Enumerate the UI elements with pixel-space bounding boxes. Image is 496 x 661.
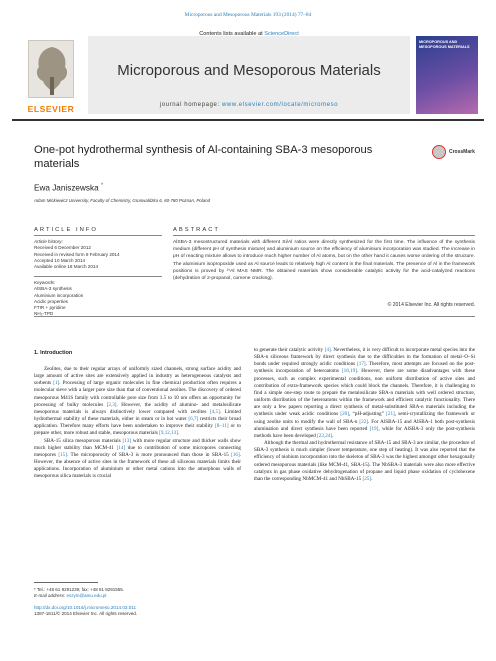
sciencedirect-link[interactable]: ScienceDirect xyxy=(264,31,299,37)
doi-link[interactable]: http://dx.doi.org/10.1016/j.micromeso.2014.03.011 xyxy=(34,605,137,610)
intro-text: , while for AlSBA-3 only the post-synthesis methods have been developed xyxy=(254,425,475,439)
elsevier-tree-logo-icon xyxy=(28,40,74,98)
header-rule xyxy=(12,119,484,121)
intro-text: . Limited hydrothermal stability of these materials, either in steam or in hot water xyxy=(34,408,241,423)
issn-line: 1387-1811/© 2014 Elsevier Inc. All rights reserved. xyxy=(34,611,138,617)
intro-text: Although the thermal and hydrothermal resistance of SBA-15 and SBA-3 are similar, the procedure of SBA-3 synthesis is much simpler (lower temperature, one step of heating). It was also reported that the efficiency of niobium incorporation into the skeleton of SBA-3 was the highest amongst other hexagonally ordered mesoporous materials (like MCM-41, SBA-15). The NbSBA-3 materials were also more effective catalysts in gas phase oxidative dehydrogenation of propane and liquid phase oxidation of cyclohexene than the corresponding NbMCM-41 and NbSBA-15 xyxy=(254,440,475,482)
author-footnote xyxy=(34,587,124,599)
article-info-rule xyxy=(34,235,162,236)
article-title: One-pot hydrothermal synthesis of Al-containing SBA-3 mesoporous materials xyxy=(34,144,373,170)
reference-link[interactable]: [2,3] xyxy=(106,401,117,408)
abstract-text: AlSBA-3 mesostructured materials with different Si/Al ratios were directly synthesized for the first time. The influence of the synthesis medium (different pH of synthesis mixture) and aluminium source on the efficiency of aluminium incorporation was studied. The increase in pH of reacting mixture allows to introduce much higher number of Al atoms, but on the other hand it causes worse ordering of the structure. The aluminium isopropoxide used as Al source leads to relatively high Al content in the final materials. The presence of Al in the framework positions is proved by ²⁷Al MAS NMR. The obtained materials show considerable catalytic activity for the acid-catalyzed reactions (dehydration of 2-propanol, cumene cracking). xyxy=(173,240,475,282)
reference-link[interactable]: [21] xyxy=(386,411,395,418)
intro-text: . Processing of large organic molecules in fine chemical production often requires a molecular sieve with a larger pore size than that of conventional zeolites. The discovery of ordered mesoporous M41S family with controllable pore size from 1.5 to 10 nm offers an opportunity for processing of bulky molecules xyxy=(34,380,241,408)
homepage-prefix: journal homepage: xyxy=(159,102,222,108)
intro-text: . Therefore, most attempts are focused on the post-synthesis incorporation of heteroatoms xyxy=(254,361,475,375)
section-heading: 1. Introduction xyxy=(34,350,73,356)
reference-link[interactable]: [23,24] xyxy=(317,432,333,439)
history-label: Article history: xyxy=(34,239,63,244)
intro-text: , “pH-adjusting” xyxy=(348,411,387,418)
reference-link[interactable]: [18,19] xyxy=(341,368,357,375)
doi-block xyxy=(34,605,137,617)
homepage-link[interactable]: www.elsevier.com/locate/micromeso xyxy=(222,102,339,108)
author-text: Ewa Janiszewska xyxy=(34,183,99,193)
footnote-rule xyxy=(34,582,98,583)
publisher-logo: ELSEVIER xyxy=(27,104,75,114)
article-info-heading: ARTICLE INFO xyxy=(34,227,98,233)
article-history xyxy=(34,239,162,270)
intro-paragraph xyxy=(34,366,241,438)
contents-prefix: Contents lists available at xyxy=(199,31,265,37)
abstract-rule xyxy=(173,235,475,236)
email-label: E-mail address: xyxy=(34,593,67,598)
crossmark-label[interactable]: CrossMark xyxy=(449,149,475,155)
email-link[interactable]: eszym@amu.edu.pl xyxy=(66,593,107,598)
author-affiliation: Adam Mickiewicz University, Faculty of Chemistry, Grunwaldzka 6, 60-780 Poznan, Poland xyxy=(34,198,211,203)
intro-text: . However, there are some disadvantages with these processes, such as complex experimental conditions, non uniform distribution of active sites and contribution of extra-framework species which could block the channels. Therefore, it is challenging to find a simple one-step route to prepare the metalosilicate SBA-n materials with well ordered structure, uniform distribution of the heteroatoms within the framework and efficient catalytic functionality. There are only a few papers reporting a direct synthesis of metal-substituted SBA-n materials including the synthesis under weak acidic conditions xyxy=(254,368,476,418)
intro-paragraph xyxy=(254,440,475,483)
intro-text: . Nevertheless, it is very difficult to incorporate metal species into the SBA-n siliceous framework by direct synthesis due to the difficulties in the formation of metal–O–Si bonds under required strongly acidic conditions xyxy=(254,347,475,368)
intro-paragraph xyxy=(254,347,475,440)
reference-link[interactable]: [25] xyxy=(362,475,372,482)
intro-text: due to contribution of some micropores connecting mesopores xyxy=(34,444,241,458)
intro-column-left xyxy=(34,366,241,481)
keyword-item: NH₃-TPD xyxy=(34,311,54,317)
reference-link[interactable]: [16] xyxy=(231,451,240,458)
reference-link[interactable]: [15] xyxy=(58,451,67,458)
cover-title: MICROPOROUS AND MESOPOROUS MATERIALS xyxy=(419,40,470,49)
intro-text: . xyxy=(178,430,180,437)
intro-text: SBA-15 silica mesoporous materials xyxy=(44,437,123,444)
author-footnote-mark[interactable]: * xyxy=(100,183,104,189)
keywords-label: Keywords: xyxy=(34,280,56,285)
contact-line: * Tel.: +48 61 8291239; fax: +48 61 8291555. xyxy=(34,587,124,592)
abstract-bottom-rule xyxy=(34,316,475,317)
history-item: Available online 18 March 2014 xyxy=(34,264,99,270)
history-item: Received in revised form 9 February 2014 xyxy=(34,251,120,257)
intro-text: . xyxy=(371,475,373,482)
reference-link[interactable]: [8–11] xyxy=(215,423,229,430)
journal-citation[interactable]: Microporous and Mesoporous Materials 193 (2014) 77–84 xyxy=(184,12,312,18)
author-name xyxy=(34,183,103,193)
reference-link[interactable]: [4] xyxy=(324,347,331,353)
history-item: Received 6 December 2012 xyxy=(34,245,91,251)
keyword-item: FTIR + pyridine xyxy=(34,305,66,311)
journal-homepage xyxy=(88,102,410,108)
reference-link[interactable]: [4,5] xyxy=(209,408,220,415)
reference-link[interactable]: [22] xyxy=(359,418,368,425)
contents-line xyxy=(88,31,410,37)
keyword-item: AlSBA-3 synthesis xyxy=(34,286,72,292)
reference-link[interactable]: [1] xyxy=(53,380,60,387)
abstract-copyright: © 2014 Elsevier Inc. All rights reserved. xyxy=(387,302,475,308)
reference-link[interactable]: [6,7] xyxy=(188,416,199,423)
keyword-item: Aluminium incorporation xyxy=(34,292,84,298)
intro-text: . For AlSBA-15 and AlSBA-1 both post-synthesis alumination and direct synthesis have been reported xyxy=(254,418,475,432)
intro-text: with more regular structure and thicker walls show much higher stability than MCM-41 xyxy=(34,437,241,451)
keywords xyxy=(34,280,162,318)
journal-title: Microporous and Mesoporous Materials xyxy=(117,62,381,79)
reference-link[interactable]: [14] xyxy=(116,444,126,451)
reference-link[interactable]: [19] xyxy=(369,425,379,432)
intro-text: , semi-crystallizing the framework or using zeolite units to modify the wall of SBA-n xyxy=(254,411,475,425)
reference-link[interactable]: [9,12,13] xyxy=(159,430,178,437)
reference-link[interactable]: [20] xyxy=(340,411,349,418)
keyword-item: Acidic properties xyxy=(34,298,68,304)
history-item: Accepted 10 March 2014 xyxy=(34,257,86,263)
intro-text: restricts their broad application. Therefore many efforts have been undertaken to improve their stability xyxy=(34,416,241,430)
intro-column-right xyxy=(254,347,475,483)
reference-link[interactable]: [17] xyxy=(357,361,366,368)
intro-text: . The microporosity of SBA-3 is more pronounced than those in SBA-15 xyxy=(66,451,232,458)
reference-link[interactable]: [13] xyxy=(122,437,132,444)
keywords-rule xyxy=(34,276,162,277)
abstract-heading: ABSTRACT xyxy=(173,227,220,233)
intro-paragraph xyxy=(34,438,241,481)
intro-text: . However, the acidity of alumino- and metalosilicate mesoporous materials is always distinctively lower compared with zeolites xyxy=(34,401,241,415)
intro-text: . However, the absence of active sites in the framework of these all siliceous materials limits their applications. Incorporation of aluminium or other metal cations into the amorphous walls of mesoporous silica materials is crucial xyxy=(34,451,241,480)
intro-text: . xyxy=(332,432,334,439)
intro-text: Zeolites, due to their regular arrays of uniformly sized channels, strong surface acidity and large amount of active sites are extensively applied in industry as heterogeneous catalysts and sorbents xyxy=(34,366,241,387)
intro-text: or to prepare other, more robust and stable, mesoporous materials xyxy=(34,423,241,437)
crossmark-icon[interactable] xyxy=(432,145,446,159)
intro-text: to generate their catalytic activity xyxy=(254,347,325,353)
